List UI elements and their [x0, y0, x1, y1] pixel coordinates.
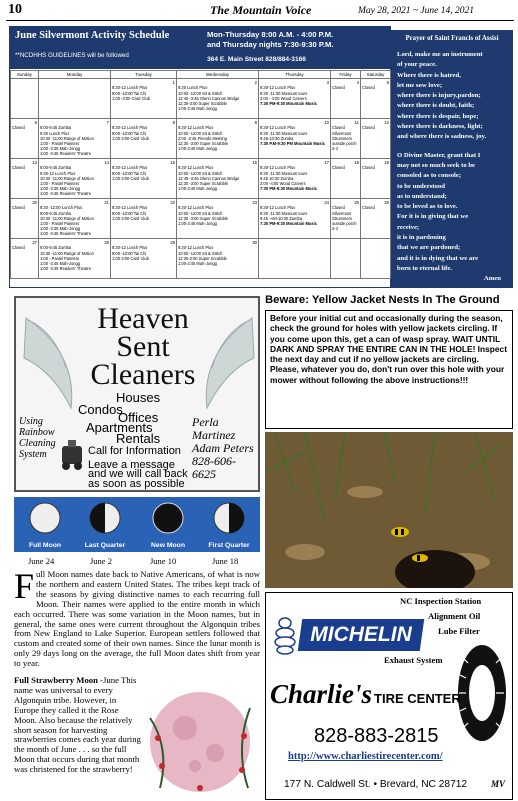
masthead: The Mountain Voice [210, 3, 312, 17]
calendar-event: 1:00-3:45 Mah-Jongg [178, 186, 217, 192]
calendar-day-cell [259, 159, 331, 199]
yellow-jacket-photo [265, 432, 513, 588]
calendar-event: 9:00-9:45 Zumba [40, 165, 72, 171]
day-number: 30 [252, 240, 257, 246]
issue-dates: May 28, 2021 ~ June 14, 2021 [358, 6, 474, 16]
calendar-day-cell [259, 119, 331, 159]
moon-article [14, 566, 260, 669]
calendar-event: 9:30 Lunch Plus [178, 85, 208, 91]
service-inspection: NC Inspection Station [400, 596, 482, 606]
calendar-event: 9:45-10:30 Zumba [260, 135, 294, 141]
calendar-event: 8:30 -11:00 Museum tours [260, 210, 308, 216]
calendar-event: 9:30-12 Lunch Plus [112, 165, 148, 171]
day-header: Monday [39, 71, 111, 79]
calendar-day-cell [361, 159, 391, 199]
calendar-event: 9:30-12 Lunch Plus [178, 165, 214, 171]
phase-first-quarter: First Quarter [208, 542, 250, 549]
moon-phase-bar [14, 497, 260, 552]
calendar-event: 9:30-12 Lunch Plus [178, 125, 214, 131]
jacket-body: Before your initial cut and occasionally during the season, check the ground for holes with yellow jackets circling. If you come upon this, get a can of wasp spray. WAIT UNTIL DARK AND SPRAY THE ENTIRE CAN IN THE HOLE! Inspect the next day and cut if no yellow jackets are circling. Please, whatever you do, don't run over this hole with your mower without following the above instructions!!! [265, 310, 513, 429]
day-number: 5 [386, 80, 389, 86]
prayer-line: and where there is sadness, joy. [397, 133, 487, 141]
calendar-event: 2:00 -4:00 Wood Carvers [260, 181, 306, 187]
call-info: Call for Information [88, 445, 181, 457]
prayer-line: may not so much seek to be [397, 161, 476, 169]
prayer-line: receive; [397, 223, 420, 231]
calendar-day-cell [39, 79, 111, 119]
day-number: 23 [252, 200, 257, 206]
calendar-event: 9:30-12 Lunch Plus [112, 245, 148, 251]
charlies-name: Charlie's [270, 679, 373, 709]
calendar-day-cell [331, 199, 361, 239]
calendar-day-cell [111, 239, 177, 279]
prayer-amen: Amen [483, 275, 501, 283]
prayer-line: Lord, make me an instrument [397, 51, 483, 58]
calendar-event: 7:30 PM-9:30 Mountain Music [260, 186, 318, 192]
calendar-event: 9:00-9:45 Zumba [40, 245, 72, 251]
calendar-event: 9:30-12 Lunch Plus [260, 205, 296, 211]
calendar-event: 9:00-9:45 Zumba [40, 125, 72, 131]
calendar-event: 12:30 -3:00 Super Scrabble [178, 181, 229, 187]
calendar-day-cell [331, 239, 361, 279]
day-number: 1 [172, 80, 175, 86]
calendar-event: 2:00 -3:45 Friends Meeting [178, 135, 227, 141]
calendar-event: Closed [12, 245, 25, 251]
website-link[interactable]: http://www.charliestirecenter.com/ [288, 751, 443, 762]
charlies-tire-ad [265, 592, 513, 800]
calendar-event: 1:00-3:45 Mah-Jongg [178, 106, 217, 112]
prayer-line: as to understand; [397, 192, 447, 200]
activity-calendar [9, 26, 391, 288]
calendar-day-cell [111, 159, 177, 199]
calendar-event: 7:30 PM-9:30 Mountain Music [260, 221, 318, 227]
calendar-day-cell [331, 159, 361, 199]
calendar-event: 12:30 -3:00 Super Scrabble [178, 215, 229, 221]
calendar-event: 9:00 -10:00 Tai Chi [112, 90, 147, 96]
service-condos: Condos [78, 402, 123, 417]
prayer-line: Where there is hatred, [397, 71, 461, 79]
contact-names [192, 416, 258, 481]
day-number: 21 [104, 200, 109, 206]
service-offices: Offices [118, 410, 159, 425]
calendar-event: 1:00 -3:45 Readers' Theatre [40, 266, 91, 272]
prayer-line: born to eternal life. [397, 264, 452, 272]
calendar-event: Closed [332, 125, 345, 131]
calendar-day-cell [177, 159, 259, 199]
calendar-event: 9:30-12 Lunch Plus [260, 125, 296, 131]
calendar-event: Closed [362, 85, 375, 91]
prayer-line: where there is despair, hope; [397, 112, 479, 120]
calendar-event: 10:30 -11:00 Range of Motion [40, 215, 94, 221]
calendar-event: 9:30 Lunch Plus [40, 130, 70, 136]
moon-dates [14, 556, 260, 568]
prayer-line: consoled as to console; [397, 172, 462, 180]
date-first-quarter: June 18 [212, 556, 239, 566]
using-line-4: System [19, 449, 47, 460]
calendar-event: 9:00 -10:00 Tai Chi [112, 250, 147, 256]
calendar-week [11, 119, 391, 159]
calendar-event: 1:00 -3:45 Readers' Theatre [40, 231, 91, 237]
phase-last-quarter: Last Quarter [84, 542, 126, 549]
prayer-text [397, 50, 507, 274]
michelin-logo [298, 619, 424, 651]
date-new-moon: June 10 [150, 556, 177, 566]
calendar-hours [207, 30, 387, 50]
vacuum-icon [56, 438, 88, 472]
prayer-line: where there is darkness, light; [397, 123, 483, 131]
prayer-line: O Divine Master, grant that I [397, 151, 481, 159]
calendar-event: 1:00-3:45 Mah-Jongg [178, 146, 217, 152]
prayer-line: let me sow love; [397, 81, 443, 89]
street-address: 177 N. Caldwell St. • Brevard, NC 28712 [284, 779, 468, 790]
day-number: 6 [34, 120, 37, 126]
calendar-event: 1:00 - Pastel Painters [40, 221, 80, 227]
calendar-title: June Silvermont Activity Schedule [15, 30, 170, 41]
calendar-day-cell [259, 199, 331, 239]
day-number: 14 [104, 160, 109, 166]
calendar-day-cell [11, 159, 39, 199]
moon-article-text: ull Moon names date back to Native Americans, of what is now the northern and eastern United States. The tribes kept track of the seasons by giving distinctive names to each recurring full Moon. Their names were applied to the entire month in which each occurred. There was some variation in the Moon names, but in general, the same ones were current throughout the Algonquin tribes from New England to Lake Superior. European settlers followed that custom and created some of their own names. Since the lunar month is only 29 days long on the average, the full Moon dates shift from year to year. [14, 569, 260, 669]
calendar-guidelines: **NCDHHS GUIDELINES will be followed [15, 52, 129, 59]
charlies-logo [270, 679, 460, 710]
calendar-event: 1:00-3:00 Card Club [112, 135, 149, 141]
calendar-event: 7:30 PM-9:30 Mountain Music [260, 101, 318, 107]
day-number: 18 [354, 160, 359, 166]
calendar-event: 1:00 -3:45 Mah-Jongg [40, 146, 81, 152]
prayer-line: of your peace. [397, 61, 437, 69]
calendar-event: 10:00 -12:00 Sit & Stitch [178, 90, 223, 96]
calendar-event: 12:45 -3:45 Glenn Cannon Bridge [178, 175, 240, 181]
calendar-event: 10:30 -11:00 Range of Motion [40, 175, 94, 181]
contact-name-1: Perla Martinez [192, 415, 236, 442]
calendar-event: 1:00 -3:45 Readers' Theatre [40, 151, 91, 157]
leave-message-2: and we will call back [88, 468, 188, 480]
tire-center-name: TIRE CENTER [374, 691, 461, 706]
calendar-event: 12:30-3:00 Super Scrabble [178, 101, 227, 107]
day-number: 12 [384, 120, 389, 126]
calendar-event: 12:30-3:00 Super Scrabble [178, 255, 227, 261]
calendar-day-cell [111, 79, 177, 119]
strawberry-head: Full Strawberry Moon [14, 675, 98, 685]
prayer-line: where there is doubt, faith; [397, 102, 475, 110]
day-number: 17 [324, 160, 329, 166]
calendar-event: 1:00-3:45 Mah-Jongg [178, 221, 217, 227]
calendar-event: 8:30 -11:00 Museum tours [260, 170, 308, 176]
calendar-day-cell [259, 239, 331, 279]
calendar-day-cell [259, 79, 331, 119]
calendar-week [11, 239, 391, 279]
calendar-event: Closed [362, 165, 375, 171]
day-number: 15 [170, 160, 175, 166]
calendar-event: Closed [332, 165, 345, 171]
calendar-day-cell [39, 239, 111, 279]
day-header: Wednesday [177, 71, 259, 79]
contact-phone: 828-606-6625 [192, 454, 236, 481]
calendar-event: 1:00 -3:45 Readers' Theatre [40, 191, 91, 197]
calendar-event: Closed [12, 205, 25, 211]
jacket-title: Beware: Yellow Jacket Nests In The Ground [265, 294, 500, 306]
calendar-day-cell [111, 199, 177, 239]
day-number: 8 [172, 120, 175, 126]
calendar-event: 12:30 -3:00 Super Scrabble [178, 141, 229, 147]
day-number: 11 [354, 120, 359, 126]
day-number: 2 [254, 80, 257, 86]
calendar-day-cell [39, 119, 111, 159]
calendar-event: 7:30 P.M-9:30 PM Mountain Music [260, 141, 325, 147]
calendar-event: Silvermont Strummers outside porch 2-4 [332, 130, 357, 152]
service-rentals: Rentals [116, 431, 161, 446]
calendar-event: 9:00 -10:00 Tai Chi [112, 130, 147, 136]
calendar-event: 1:00-3:00 Card Club [112, 175, 149, 181]
prayer-line: For it is in giving that we [397, 213, 469, 221]
calendar-day-cell [361, 119, 391, 159]
calendar-day-cell [111, 119, 177, 159]
day-number: 26 [384, 200, 389, 206]
moon-phase-icons [14, 497, 260, 541]
day-number: 13 [32, 160, 37, 166]
day-number: 9 [254, 120, 257, 126]
calendar-event: 12:45 -3:45 Glenn Cannon Bridge [178, 95, 240, 101]
calendar-event: 9:30-12 Lunch Plus [178, 245, 214, 251]
service-exhaust: Exhaust System [384, 655, 443, 665]
leave-message-3: as soon as possible [88, 478, 185, 490]
calendar-event: 10:30 -11:00 Range of Motion [40, 135, 94, 141]
calendar-day-cell [11, 119, 39, 159]
calendar-event: 1:00 -3:45 Mah-Jongg [40, 186, 81, 192]
calendar-event: Closed [12, 125, 25, 131]
calendar-event: 9:30-12 Lunch Plus [112, 85, 148, 91]
calendar-event: 10:00 -12:00 Sit & Stitch [178, 210, 223, 216]
calendar-event: 9:45 10:30 Zumba [260, 175, 294, 181]
calendar-event: 1:00-3:00 Card Club [112, 255, 149, 261]
calendar-event: Closed [332, 205, 345, 211]
calendar-event: 9:30-12 Lunch Plus [112, 125, 148, 131]
day-number: 19 [384, 160, 389, 166]
strawberry-moon [14, 676, 142, 775]
prayer-line: to be understood [397, 182, 445, 190]
prayer-box [391, 30, 513, 288]
hours-line-1: Mon-Thursday 8:00 A.M. - 4:00 P.M. [207, 30, 334, 39]
date-full-moon: June 24 [28, 556, 55, 566]
day-number: 7 [106, 120, 109, 126]
calendar-event: 9:30-12 Lunch Plus [260, 85, 296, 91]
calendar-event: 2:00 - 4:00 Wood Carvers [260, 95, 307, 101]
calendar-event: 9:00 -10:00 Tai Chi [112, 210, 147, 216]
calendar-day-cell [177, 199, 259, 239]
heaven-title-3: Cleaners [90, 358, 196, 391]
day-number: 16 [252, 160, 257, 166]
artist-signature: MV [491, 779, 506, 789]
calendar-day-cell [361, 199, 391, 239]
using-rainbow [19, 416, 56, 460]
calendar-event: 1:00 -3:45 Mah-Jongg [40, 226, 81, 232]
calendar-event: 10:00 -12:00 Sit & Stitch [178, 250, 223, 256]
calendar-event: 9:30-12 Lunch Plus [260, 165, 296, 171]
calendar-day-cell [11, 79, 39, 119]
day-number: 28 [104, 240, 109, 246]
calendar-event: 8:30 -11:00 Museum tours [260, 90, 308, 96]
day-header: Sunday [11, 71, 39, 79]
calendar-event: 10:00 -12:00 Sit & Stitch [178, 130, 223, 136]
using-line-3: Cleaning [19, 438, 56, 449]
calendar-week [11, 159, 391, 199]
calendar-day-cell [39, 199, 111, 239]
prayer-line: that we are pardoned; [397, 244, 461, 252]
calendar-address: 364 E. Main Street 828/884-3166 [207, 56, 306, 63]
calendar-day-cell [11, 239, 39, 279]
day-number: 10 [324, 120, 329, 126]
using-line-2: Rainbow [19, 427, 55, 438]
service-alignment: Alignment Oil [428, 611, 481, 621]
calendar-event: 1:00 - Pastel Painters [40, 255, 80, 261]
calendar-day-cell [361, 239, 391, 279]
calendar-grid [10, 70, 391, 279]
calendar-event: 1:00 -3:45 Mah-Jongg [40, 261, 81, 267]
date-last-quarter: June 2 [90, 556, 112, 566]
calendar-event: Closed [332, 85, 345, 91]
service-lube: Lube Filter [438, 626, 480, 636]
calendar-event: 1:00-3:45 Mah-Jongg [178, 261, 217, 267]
prayer-line: and it is in dying that we are [397, 254, 479, 262]
michelin-man-icon [270, 615, 300, 655]
heaven-title-1: Heaven [97, 302, 189, 335]
service-apartments: Apartments [86, 420, 153, 435]
heaven-sent-ad [14, 296, 260, 492]
calendar-event: Closed [362, 125, 375, 131]
calendar-day-cell [331, 119, 361, 159]
day-number: 27 [32, 240, 37, 246]
prayer-line [397, 143, 507, 151]
day-number: 24 [324, 200, 329, 206]
calendar-week [11, 79, 391, 119]
day-header: Tuesday [111, 71, 177, 79]
leave-message-1: Leave a message [88, 459, 175, 471]
calendar-event: 9:30-12 Lunch Plus [178, 205, 214, 211]
calendar-week [11, 199, 391, 239]
michelin-text: MICHELIN [310, 623, 412, 646]
prayer-title: Prayer of Saint Francis of Assisi [405, 35, 499, 42]
strawberry-text: -June This name was universal to every Algonquin tribe. However, in Europe they called it the Rose Moon. Also because the relatively short season for harvesting strawberries comes each year during the month of June . . . so the full Moon that occurs during that month was christened for the strawberry! [14, 675, 141, 775]
calendar-event: 9:00 -10:00 Tai Chi [112, 170, 147, 176]
calendar-event: 1:00-3:00 Card Club [112, 215, 149, 221]
day-header: Saturday [361, 71, 391, 79]
hours-line-2: and Thursday nights 7:30-9:30 P.M. [207, 40, 334, 49]
day-number: 29 [170, 240, 175, 246]
calendar-event: 8:30 -11:00 Museum tours [260, 130, 308, 136]
day-number: 25 [354, 200, 359, 206]
header-rule [6, 20, 514, 21]
calendar-day-cell [177, 119, 259, 159]
calendar-day-cell [331, 79, 361, 119]
calendar-event: 9:30 -12:00 Lunch Plus [40, 205, 83, 211]
day-number: 20 [32, 200, 37, 206]
calendar-event: 9:00-9:45 Zumba [40, 210, 72, 216]
calendar-event: 1:00 - Pastel Painters [40, 181, 80, 187]
calendar-event: 10:30 -11:00 Range of Motion [40, 250, 94, 256]
calendar-event: 9:30-12 Lunch Plus [112, 205, 148, 211]
calendar-event: Closed [12, 165, 25, 171]
calendar-event: 9:30-12 Lunch Plus [40, 170, 76, 176]
prayer-line: where there is injury,pardon; [397, 92, 481, 100]
dropcap: F [14, 566, 35, 606]
calendar-event: 1:00 -3:00 Card Club [112, 95, 151, 101]
phase-new-moon: New Moon [151, 542, 185, 549]
prayer-line: to be loved as to love. [397, 203, 458, 211]
calendar-event: 1:00 - Pastel Painters [40, 141, 80, 147]
day-number: 4 [356, 80, 359, 86]
calendar-day-cell [11, 199, 39, 239]
heaven-title-2: Sent [116, 330, 170, 363]
phone-number: 828-883-2815 [314, 725, 439, 747]
tire-icon [456, 643, 508, 743]
page-header [0, 0, 518, 22]
day-header: Friday [331, 71, 361, 79]
prayer-line: it is in pardoning [397, 234, 446, 242]
calendar-event: Silvermont Strummers outside porch 2-4 [332, 210, 357, 232]
calendar-event: 10:00 -12:00 Sit & Stitch [178, 170, 223, 176]
strawberry-moon-art [140, 688, 260, 796]
using-line-1: Using [19, 416, 43, 427]
calendar-header [10, 27, 390, 69]
day-number: 22 [170, 200, 175, 206]
service-houses: Houses [116, 390, 161, 405]
phase-full-moon: Full Moon [28, 542, 62, 549]
calendar-event: Closed [362, 205, 375, 211]
calendar-day-cell [177, 79, 259, 119]
calendar-day-cell [361, 79, 391, 119]
day-number: 3 [326, 80, 329, 86]
day-header: Thursday [259, 71, 331, 79]
calendar-day-cell [177, 239, 259, 279]
calendar-day-cell [39, 159, 111, 199]
calendar-event: 9:45 -AM-10:30 Zumba [260, 215, 303, 221]
page-number: 10 [8, 2, 22, 17]
contact-name-2: Adam Peters [192, 441, 254, 455]
